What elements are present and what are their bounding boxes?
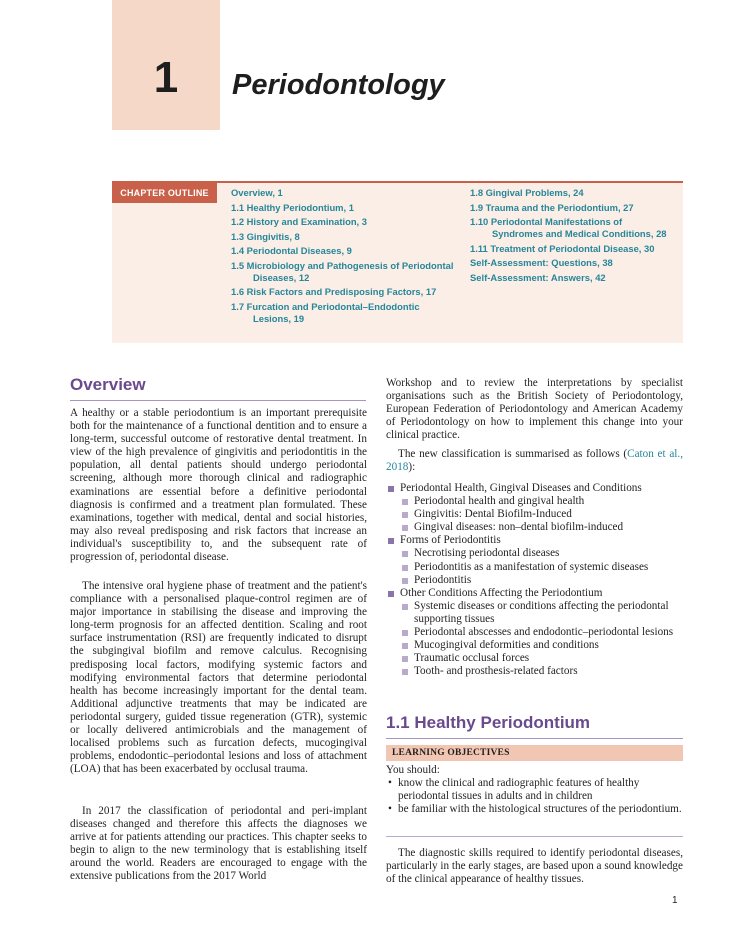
outline-link[interactable]: Overview, 1 xyxy=(231,187,283,198)
classification-subitem: Periodontal health and gingival health xyxy=(386,495,683,508)
square-bullet-icon xyxy=(402,525,408,531)
outline-link[interactable]: 1.4 Periodontal Diseases, 9 xyxy=(231,245,352,256)
outline-link[interactable]: 1.3 Gingivitis, 8 xyxy=(231,230,300,242)
square-bullet-icon xyxy=(402,643,408,649)
healthy-periodontium-heading: 1.1 Healthy Periodontium xyxy=(386,713,591,732)
square-bullet-icon xyxy=(388,486,394,492)
square-bullet-icon xyxy=(402,604,408,610)
classification-subitem: Systemic diseases or conditions affecting the periodontal supporting tissues xyxy=(386,600,683,626)
chapter-number: 1 xyxy=(153,53,179,102)
overview-rule xyxy=(70,400,366,401)
square-bullet-icon xyxy=(388,591,394,597)
learning-objectives-list xyxy=(386,777,683,816)
chapter-outline-tag: CHAPTER OUTLINE xyxy=(112,183,217,203)
outline-link[interactable]: 1.9 Trauma and the Periodontium, 27 xyxy=(470,201,634,213)
overview-paragraph-3: In 2017 the classification of periodontal and peri‑implant diseases changed and therefore this affects the diagnoses we arrive at for patients attending our practices. This chapter seeks to begin to align to the new terminology that is establishing itself around the world. Readers are encouraged to engage with the extensive publications from the 2017 World xyxy=(70,805,367,883)
square-bullet-icon xyxy=(402,630,408,636)
classification-subitem: Gingivitis: Dental Biofilm‑Induced xyxy=(386,508,683,521)
classification-item: Forms of Periodontitis xyxy=(386,534,683,547)
square-bullet-icon xyxy=(402,565,408,571)
citation-link[interactable]: Caton et al., 2018 xyxy=(386,448,683,474)
outline-link[interactable]: 1.7 Furcation and Periodontal–Endodontic Lesions, 19 xyxy=(231,300,420,324)
overview-paragraph-1: A healthy or a stable periodontium is an important prerequisite both for the maintenance of a functional dentition and to ensure a long‑term, successful outcome of restorative dental treatment. In view of the high prevalence of gingivitis and periodontitis in the population, all dental patients should undergo periodontal screening, although more thorough clinical and radiographic examinations are essential before a definitive periodontal diagnosis is confirmed and a treatment plan formulated. These examinations, together with medical, dental and social histories, may also reveal predisposing and risk factors that increase an individual's susceptibility to, and the subsequent rate of progression of, periodontal disease. xyxy=(70,407,367,564)
p5-text: The new classification is summarised as follows ( xyxy=(398,448,628,460)
classification-subitem: Tooth‑ and prosthesis‑related factors xyxy=(386,665,683,678)
classification-subitem: Gingival diseases: non–dental biofilm‑induced xyxy=(386,521,683,534)
bullet-icon: • xyxy=(388,777,392,790)
square-bullet-icon xyxy=(388,538,394,544)
classification-item: Other Conditions Affecting the Periodontium xyxy=(386,587,683,600)
classification-subitem: Necrotising periodontal diseases xyxy=(386,547,683,560)
learning-objective: • know the clinical and radiographic features of healthy periodontal tissues in adults and in children xyxy=(388,777,640,803)
learning-objectives-intro: You should: xyxy=(386,764,440,776)
classification-item: Periodontal Health, Gingival Diseases and Conditions xyxy=(386,482,683,495)
outline-right-column xyxy=(470,187,675,286)
outline-link[interactable]: 1.10 Periodontal Manifestations of Syndromes and Medical Conditions, 28 xyxy=(470,216,667,240)
outline-left-column xyxy=(231,187,456,327)
classification-subitem: Periodontitis as a manifestation of systemic diseases xyxy=(386,561,683,574)
classification-subitem: Periodontal abscesses and endodontic–periodontal lesions xyxy=(386,626,683,639)
learning-objectives-label: LEARNING OBJECTIVES xyxy=(392,748,510,758)
overview-paragraph-5 xyxy=(386,448,683,474)
square-bullet-icon xyxy=(402,669,408,675)
outline-link[interactable]: 1.8 Gingival Problems, 24 xyxy=(470,187,584,198)
chapter-title: Periodontology xyxy=(232,69,445,101)
classification-subitem: Periodontitis xyxy=(386,574,683,587)
square-bullet-icon xyxy=(402,499,408,505)
classification-subitem: Traumatic occlusal forces xyxy=(386,652,683,665)
outline-link[interactable]: 1.6 Risk Factors and Predisposing Factors, 17 xyxy=(231,286,437,298)
page-number: 1 xyxy=(672,895,678,906)
square-bullet-icon xyxy=(402,578,408,584)
overview-paragraph-4: Workshop and to review the interpretations by specialist organisations such as the British Society of Periodontology, European Federation of Periodontology and American Academy of Periodontology on how to implement this change into your clinical practice. xyxy=(386,377,683,442)
classification-subitem: Mucogingival deformities and conditions xyxy=(386,639,683,652)
outline-link[interactable]: Self‑Assessment: Questions, 38 xyxy=(470,257,613,269)
learning-objectives-bar xyxy=(386,745,683,761)
square-bullet-icon xyxy=(402,551,408,557)
healthy-paragraph: The diagnostic skills required to identify periodontal diseases, particularly in the early stages, are based upon a sound knowledge of the clinical appearance of healthy tissues. xyxy=(386,847,683,886)
outline-link[interactable]: Self‑Assessment: Answers, 42 xyxy=(470,271,606,283)
bullet-icon: • xyxy=(388,803,392,816)
chapter-outline xyxy=(112,181,683,343)
learning-objective: • be familiar with the histological structures of the periodontium. xyxy=(388,803,682,816)
p5-end: ): xyxy=(408,461,416,474)
outline-link[interactable]: 1.2 History and Examination, 3 xyxy=(231,216,367,227)
overview-paragraph-2: The intensive oral hygiene phase of treatment and the patient's compliance with a personalised plaque‑control regimen are of major importance in stabilising the disease and improving the long‑term prognosis for an affected dentition. Scaling and root surface instrumentation (RSI) are frequently indicated to disrupt the subgingival biofilm and remove calculus. Recognising predisposing local factors, modifying systemic factors and modifying environmental factors that determine periodontal health has become increasingly important for the dental team. Additional adjunctive treatments that may be indicated are periodontal surgery, guided tissue regeneration (GTR), systemic or locally delivered antimicrobials and the management of localised problems such as furcation defects, mucogingival problems, endodontic–periodontal lesions and loss of attachment (LOA) that has been exacerbated by occlusal trauma. xyxy=(70,580,367,776)
square-bullet-icon xyxy=(402,656,408,662)
outline-link[interactable]: 1.5 Microbiology and Pathogenesis of Periodontal Diseases, 12 xyxy=(231,259,454,283)
healthy-rule xyxy=(386,738,683,739)
learning-objectives-rule xyxy=(386,836,683,837)
outline-link[interactable]: 1.1 Healthy Periodontium, 1 xyxy=(231,201,354,213)
square-bullet-icon xyxy=(402,512,408,518)
overview-heading: Overview xyxy=(70,375,146,394)
outline-link[interactable]: 1.11 Treatment of Periodontal Disease, 30 xyxy=(470,242,655,254)
classification-list xyxy=(386,482,683,678)
learning-objectives xyxy=(386,764,683,816)
